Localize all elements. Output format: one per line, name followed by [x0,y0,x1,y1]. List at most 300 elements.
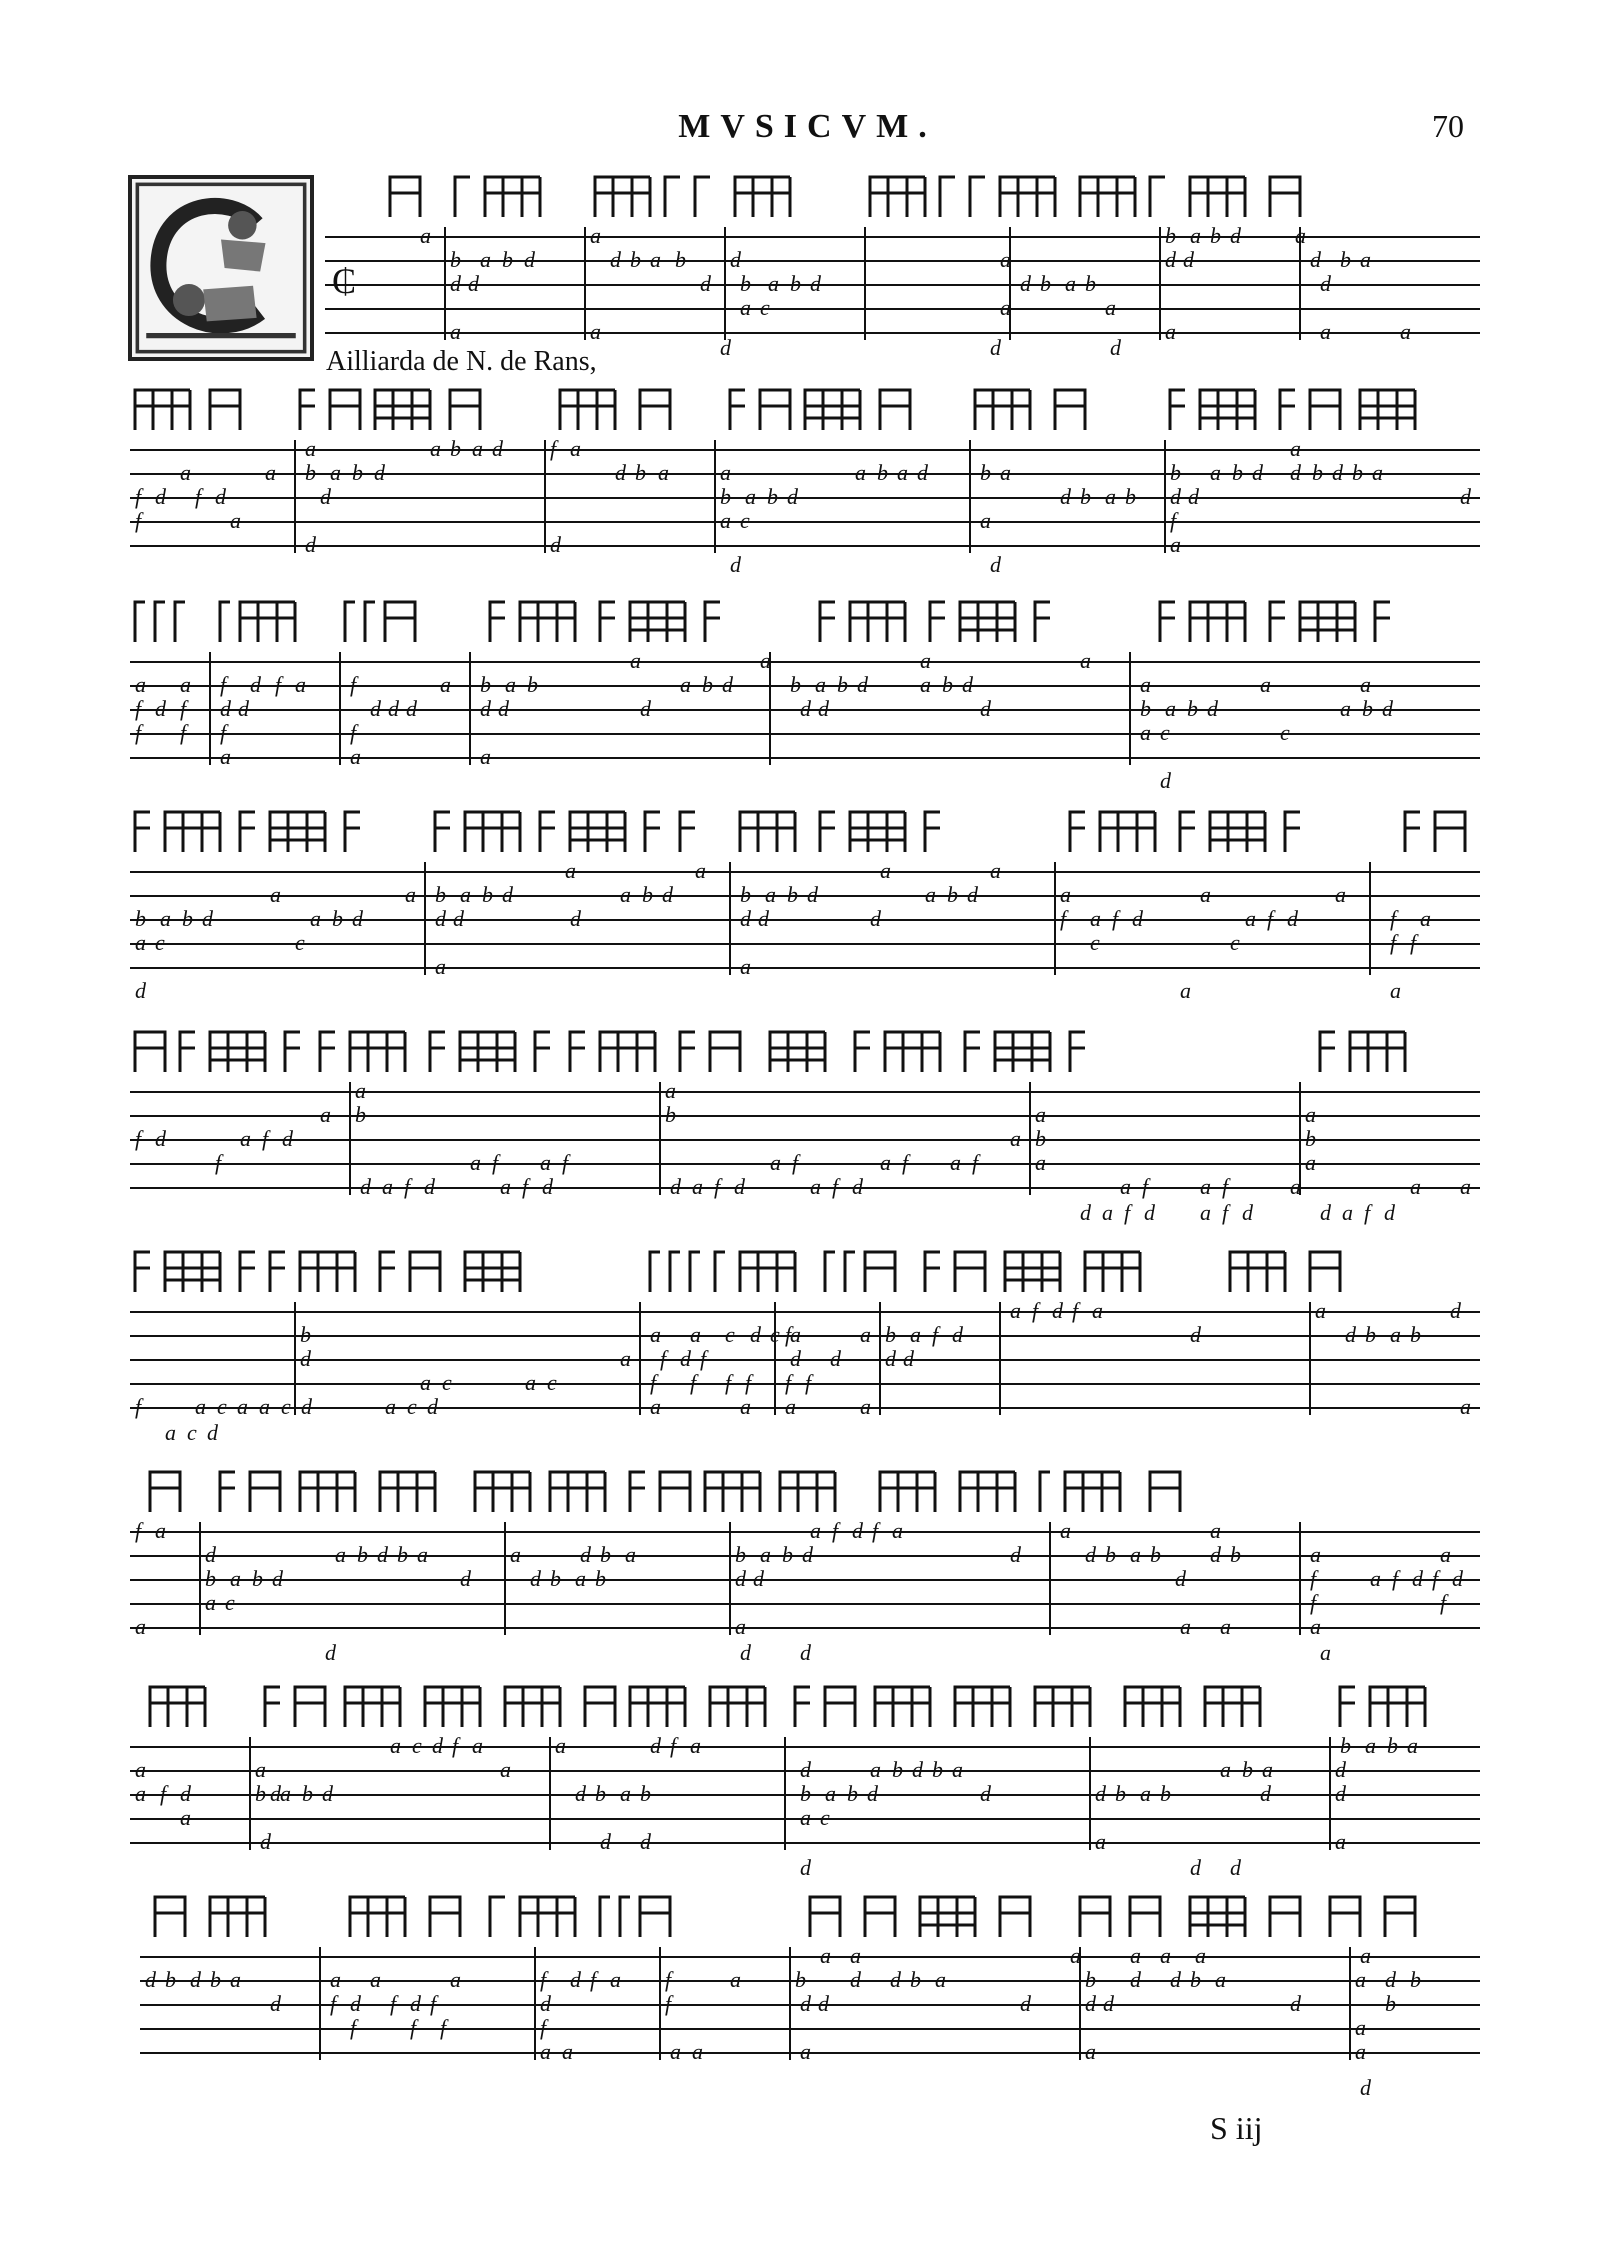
svg-text:d: d [857,672,868,697]
svg-text:a: a [925,882,936,907]
svg-text:a: a [665,1078,676,1103]
svg-text:b: b [782,1542,793,1567]
svg-text:d: d [885,1346,896,1371]
svg-text:d: d [852,1174,863,1199]
svg-text:a: a [650,247,661,272]
svg-text:f: f [135,484,142,509]
svg-text:b: b [1410,1322,1421,1347]
svg-text:b: b [1080,484,1091,509]
svg-text:d: d [492,436,503,461]
svg-text:d: d [530,1566,541,1591]
svg-text:d: d [1095,1781,1106,1806]
svg-text:f: f [180,720,187,745]
svg-text:b: b [1140,696,1151,721]
svg-text:a: a [1420,906,1431,931]
svg-text:a: a [385,1394,396,1419]
svg-text:d: d [498,696,509,721]
svg-text:d: d [800,1640,811,1665]
svg-text:d: d [852,1518,863,1543]
svg-text:a: a [1060,1518,1071,1543]
svg-text:a: a [1000,460,1011,485]
svg-text:b: b [795,1967,806,1992]
svg-text:f: f [440,2015,447,2040]
svg-text:d: d [1384,1200,1395,1225]
svg-text:f: f [220,720,227,745]
svg-text:d: d [1335,1781,1346,1806]
svg-text:f: f [410,2015,417,2040]
svg-text:c: c [547,1370,557,1395]
svg-text:c: c [407,1394,417,1419]
svg-text:d: d [818,696,829,721]
svg-text:a: a [335,1542,346,1567]
svg-text:a: a [1035,1150,1046,1175]
svg-text:a: a [1180,978,1191,1000]
svg-text:d: d [1060,484,1071,509]
svg-text:a: a [1105,295,1116,320]
svg-text:f: f [1267,906,1274,931]
svg-text:f: f [135,1126,142,1151]
svg-text:a: a [230,1967,241,1992]
tablature-system-6 [120,1240,1490,1450]
svg-text:b: b [932,1757,943,1782]
svg-text:d: d [1310,247,1321,272]
svg-text:f: f [1072,1298,1079,1323]
svg-text:d: d [967,882,978,907]
svg-text:d: d [1020,271,1031,296]
svg-text:a: a [950,1150,961,1175]
svg-text:d: d [1230,1855,1241,1880]
svg-text:b: b [740,271,751,296]
svg-text:f: f [1364,1200,1371,1225]
svg-text:d: d [238,696,249,721]
svg-text:a: a [135,1781,146,1806]
svg-text:b: b [740,882,751,907]
svg-text:f: f [714,1174,721,1199]
svg-text:d: d [800,1991,811,2016]
svg-text:b: b [720,484,731,509]
svg-text:a: a [1140,672,1151,697]
svg-text:a: a [180,1805,191,1830]
svg-text:a: a [1092,1298,1103,1323]
svg-text:b: b [630,247,641,272]
svg-text:d: d [1452,1566,1463,1591]
svg-text:d: d [450,271,461,296]
svg-text:d: d [480,696,491,721]
svg-text:a: a [770,1150,781,1175]
svg-text:a: a [480,247,491,272]
svg-text:a: a [440,672,451,697]
svg-text:a: a [860,1322,871,1347]
svg-text:a: a [1035,1102,1046,1127]
svg-text:f: f [390,1991,397,2016]
svg-text:d: d [870,906,881,931]
svg-text:b: b [640,1781,651,1806]
svg-text:b: b [1232,460,1243,485]
svg-text:a: a [1200,882,1211,907]
svg-text:d: d [810,271,821,296]
svg-text:a: a [1010,1126,1021,1151]
svg-text:d: d [155,1126,166,1151]
svg-text:f: f [404,1174,411,1199]
svg-text:d: d [1210,1542,1221,1567]
svg-text:f: f [135,696,142,721]
svg-text:a: a [690,1322,701,1347]
svg-text:d: d [540,1991,551,2016]
svg-text:a: a [590,319,601,344]
svg-text:b: b [1115,1781,1126,1806]
svg-text:a: a [500,1757,511,1782]
svg-text:a: a [910,1322,921,1347]
svg-text:d: d [207,1420,218,1445]
svg-text:a: a [540,1150,551,1175]
svg-text:d: d [650,1733,661,1758]
svg-text:b: b [1125,484,1136,509]
svg-text:f: f [972,1150,979,1175]
svg-text:a: a [620,1781,631,1806]
svg-text:d: d [1360,2075,1371,2100]
svg-text:b: b [1242,1757,1253,1782]
svg-text:b: b [1040,271,1051,296]
svg-text:b: b [135,906,146,931]
svg-text:a: a [165,1420,176,1445]
svg-text:c: c [820,1805,830,1830]
svg-text:a: a [310,906,321,931]
svg-text:f: f [135,1394,142,1419]
svg-text:a: a [525,1370,536,1395]
svg-text:a: a [620,1346,631,1371]
svg-text:a: a [390,1733,401,1758]
svg-text:a: a [330,1967,341,1992]
svg-text:f: f [832,1518,839,1543]
svg-text:d: d [1460,484,1471,509]
svg-text:b: b [1150,1542,1161,1567]
svg-text:d: d [270,1991,281,2016]
svg-text:f: f [872,1518,879,1543]
svg-text:b: b [1230,1542,1241,1567]
svg-text:b: b [305,460,316,485]
svg-text:a: a [1210,1518,1221,1543]
svg-text:f: f [1432,1566,1439,1591]
svg-text:d: d [1170,1967,1181,1992]
svg-text:a: a [1355,2039,1366,2064]
svg-text:a: a [1220,1614,1231,1639]
svg-text:a: a [768,271,779,296]
svg-text:d: d [1190,1855,1201,1880]
svg-text:a: a [745,484,756,509]
svg-text:d: d [662,882,673,907]
svg-text:d: d [1260,1781,1271,1806]
svg-text:d: d [1332,460,1343,485]
svg-text:a: a [920,672,931,697]
svg-text:a: a [730,1967,741,1992]
svg-text:c: c [725,1322,735,1347]
svg-text:b: b [1362,696,1373,721]
svg-text:a: a [1262,1757,1273,1782]
svg-text:f: f [195,484,202,509]
svg-text:a: a [1335,882,1346,907]
svg-text:d: d [990,552,1001,577]
svg-text:b: b [205,1566,216,1591]
svg-text:f: f [1060,906,1067,931]
svg-text:d: d [1385,1967,1396,1992]
svg-text:d: d [202,906,213,931]
svg-text:b: b [1160,1781,1171,1806]
svg-text:d: d [1170,484,1181,509]
svg-text:a: a [330,460,341,485]
svg-text:a: a [1365,1733,1376,1758]
svg-text:b: b [450,436,461,461]
svg-text:a: a [1160,1943,1171,1968]
svg-text:b: b [847,1781,858,1806]
svg-text:d: d [1130,1967,1141,1992]
svg-text:b: b [790,271,801,296]
piece-title: Ailliarda de N. de Rans, [326,346,597,377]
svg-text:d: d [750,1322,761,1347]
svg-text:c: c [281,1394,291,1419]
svg-text:a: a [240,1126,251,1151]
svg-text:d: d [453,906,464,931]
svg-text:a: a [1460,1174,1471,1199]
svg-text:d: d [370,696,381,721]
svg-text:d: d [1010,1542,1021,1567]
svg-text:a: a [620,882,631,907]
svg-text:c: c [187,1420,197,1445]
svg-text:b: b [332,906,343,931]
svg-text:a: a [355,1078,366,1103]
svg-text:a: a [1460,1394,1471,1419]
page-header-title: MVSICVM. [678,108,937,145]
svg-text:f: f [1410,930,1417,955]
svg-text:a: a [480,744,491,769]
svg-text:a: a [1000,295,1011,320]
svg-text:a: a [470,1150,481,1175]
svg-text:d: d [1144,1200,1155,1225]
svg-text:b: b [595,1566,606,1591]
svg-text:a: a [255,1757,266,1782]
svg-text:b: b [980,460,991,485]
tablature-system-5 [120,1020,1490,1240]
svg-text:a: a [850,1943,861,1968]
svg-text:d: d [542,1174,553,1199]
svg-text:a: a [472,436,483,461]
svg-text:a: a [790,1322,801,1347]
svg-text:d: d [410,1991,421,2016]
svg-text:d: d [807,882,818,907]
svg-text:d: d [867,1781,878,1806]
svg-text:a: a [500,1174,511,1199]
svg-text:a: a [1315,1298,1326,1323]
svg-text:a: a [815,672,826,697]
svg-text:a: a [155,1518,166,1543]
svg-text:d: d [322,1781,333,1806]
svg-text:d: d [432,1733,443,1758]
svg-text:a: a [1360,1943,1371,1968]
svg-text:a: a [825,1781,836,1806]
svg-text:a: a [1070,1943,1081,1968]
svg-text:d: d [1290,1991,1301,2016]
svg-text:f: f [330,1991,337,2016]
svg-text:a: a [472,1733,483,1758]
svg-text:a: a [800,2039,811,2064]
svg-text:a: a [180,460,191,485]
svg-text:d: d [1080,1200,1091,1225]
svg-text:a: a [610,1967,621,1992]
svg-text:f: f [832,1174,839,1199]
svg-text:d: d [980,1781,991,1806]
svg-text:f: f [665,1967,672,1992]
svg-text:b: b [1105,1542,1116,1567]
svg-text:a: a [740,1394,751,1419]
svg-text:d: d [802,1542,813,1567]
svg-text:a: a [1180,1614,1191,1639]
svg-text:d: d [962,672,973,697]
svg-text:d: d [388,696,399,721]
svg-text:a: a [135,930,146,955]
svg-text:d: d [734,1174,745,1199]
svg-text:b: b [1352,460,1363,485]
svg-text:f: f [590,1967,597,1992]
svg-text:a: a [1215,1967,1226,1992]
svg-text:b: b [675,247,686,272]
svg-text:f: f [1142,1174,1149,1199]
svg-text:f: f [492,1150,499,1175]
svg-text:a: a [305,436,316,461]
svg-text:b: b [947,882,958,907]
svg-text:a: a [382,1174,393,1199]
svg-text:f: f [1222,1200,1229,1225]
svg-text:a: a [417,1542,428,1567]
svg-text:a: a [1360,247,1371,272]
svg-text:a: a [405,882,416,907]
svg-text:a: a [1090,906,1101,931]
svg-text:a: a [1400,319,1411,344]
svg-text:a: a [1410,1174,1421,1199]
svg-text:d: d [1175,1566,1186,1591]
svg-text:b: b [182,906,193,931]
svg-text:b: b [527,672,538,697]
svg-text:d: d [460,1566,471,1591]
svg-text:f: f [135,1518,142,1543]
svg-text:a: a [1355,2015,1366,2040]
svg-text:a: a [1140,720,1151,745]
svg-text:a: a [810,1518,821,1543]
svg-text:b: b [252,1566,263,1591]
svg-text:d: d [145,1967,156,1992]
svg-text:f: f [350,2015,357,2040]
svg-text:d: d [320,484,331,509]
svg-text:a: a [855,460,866,485]
svg-text:a: a [237,1394,248,1419]
svg-text:d: d [787,484,798,509]
svg-text:b: b [502,247,513,272]
svg-text:c: c [1280,720,1290,745]
svg-text:b: b [735,1542,746,1567]
svg-text:a: a [892,1518,903,1543]
svg-text:d: d [352,906,363,931]
svg-text:a: a [230,508,241,533]
svg-text:d: d [427,1394,438,1419]
svg-text:c: c [155,930,165,955]
svg-text:a: a [740,954,751,979]
svg-text:a: a [180,672,191,697]
svg-text:a: a [570,436,581,461]
svg-text:d: d [272,1566,283,1591]
svg-text:a: a [370,1967,381,1992]
svg-text:b: b [550,1566,561,1591]
svg-text:d: d [1110,335,1121,360]
svg-text:d: d [435,906,446,931]
svg-text:a: a [1340,696,1351,721]
svg-text:d: d [570,906,581,931]
svg-text:d: d [1132,906,1143,931]
svg-text:b: b [837,672,848,697]
svg-text:a: a [295,672,306,697]
svg-text:b: b [1365,1322,1376,1347]
svg-text:a: a [1170,532,1181,557]
svg-text:d: d [1382,696,1393,721]
svg-text:b: b [635,460,646,485]
svg-text:d: d [1335,1757,1346,1782]
svg-text:a: a [270,882,281,907]
svg-text:d: d [800,1757,811,1782]
svg-text:a: a [800,1805,811,1830]
svg-text:a: a [692,2039,703,2064]
svg-text:a: a [435,954,446,979]
svg-text:a: a [1130,1943,1141,1968]
svg-text:d: d [903,1346,914,1371]
svg-text:a: a [1200,1174,1211,1199]
svg-text:a: a [505,672,516,697]
svg-text:b: b [302,1781,313,1806]
svg-text:a: a [760,1542,771,1567]
svg-text:c: c [770,1322,780,1347]
svg-text:d: d [1103,1991,1114,2016]
svg-text:a: a [1210,460,1221,485]
svg-text:b: b [1187,696,1198,721]
svg-text:f: f [522,1174,529,1199]
svg-text:d: d [360,1174,371,1199]
svg-text:c: c [442,1370,452,1395]
svg-text:a: a [135,672,146,697]
svg-text:d: d [575,1781,586,1806]
svg-text:d: d [468,271,479,296]
svg-text:d: d [1290,460,1301,485]
svg-text:a: a [760,648,771,673]
tablature-system-4 [120,800,1490,1000]
svg-text:a: a [1355,1967,1366,1992]
svg-text:f: f [650,1370,657,1395]
svg-text:b: b [1385,1991,1396,2016]
svg-text:a: a [265,460,276,485]
svg-text:d: d [1242,1200,1253,1225]
svg-text:f: f [690,1370,697,1395]
svg-text:b: b [480,672,491,697]
svg-text:a: a [625,1542,636,1567]
svg-text:f: f [1310,1590,1317,1615]
svg-text:d: d [1412,1566,1423,1591]
svg-text:d: d [250,672,261,697]
svg-text:f: f [792,1150,799,1175]
svg-text:a: a [1290,436,1301,461]
svg-text:a: a [952,1757,963,1782]
svg-text:d: d [580,1542,591,1567]
svg-text:b: b [892,1757,903,1782]
svg-text:d: d [1320,271,1331,296]
svg-text:d: d [205,1542,216,1567]
svg-text:a: a [135,1757,146,1782]
svg-text:d: d [180,1781,191,1806]
svg-text:f: f [550,436,557,461]
